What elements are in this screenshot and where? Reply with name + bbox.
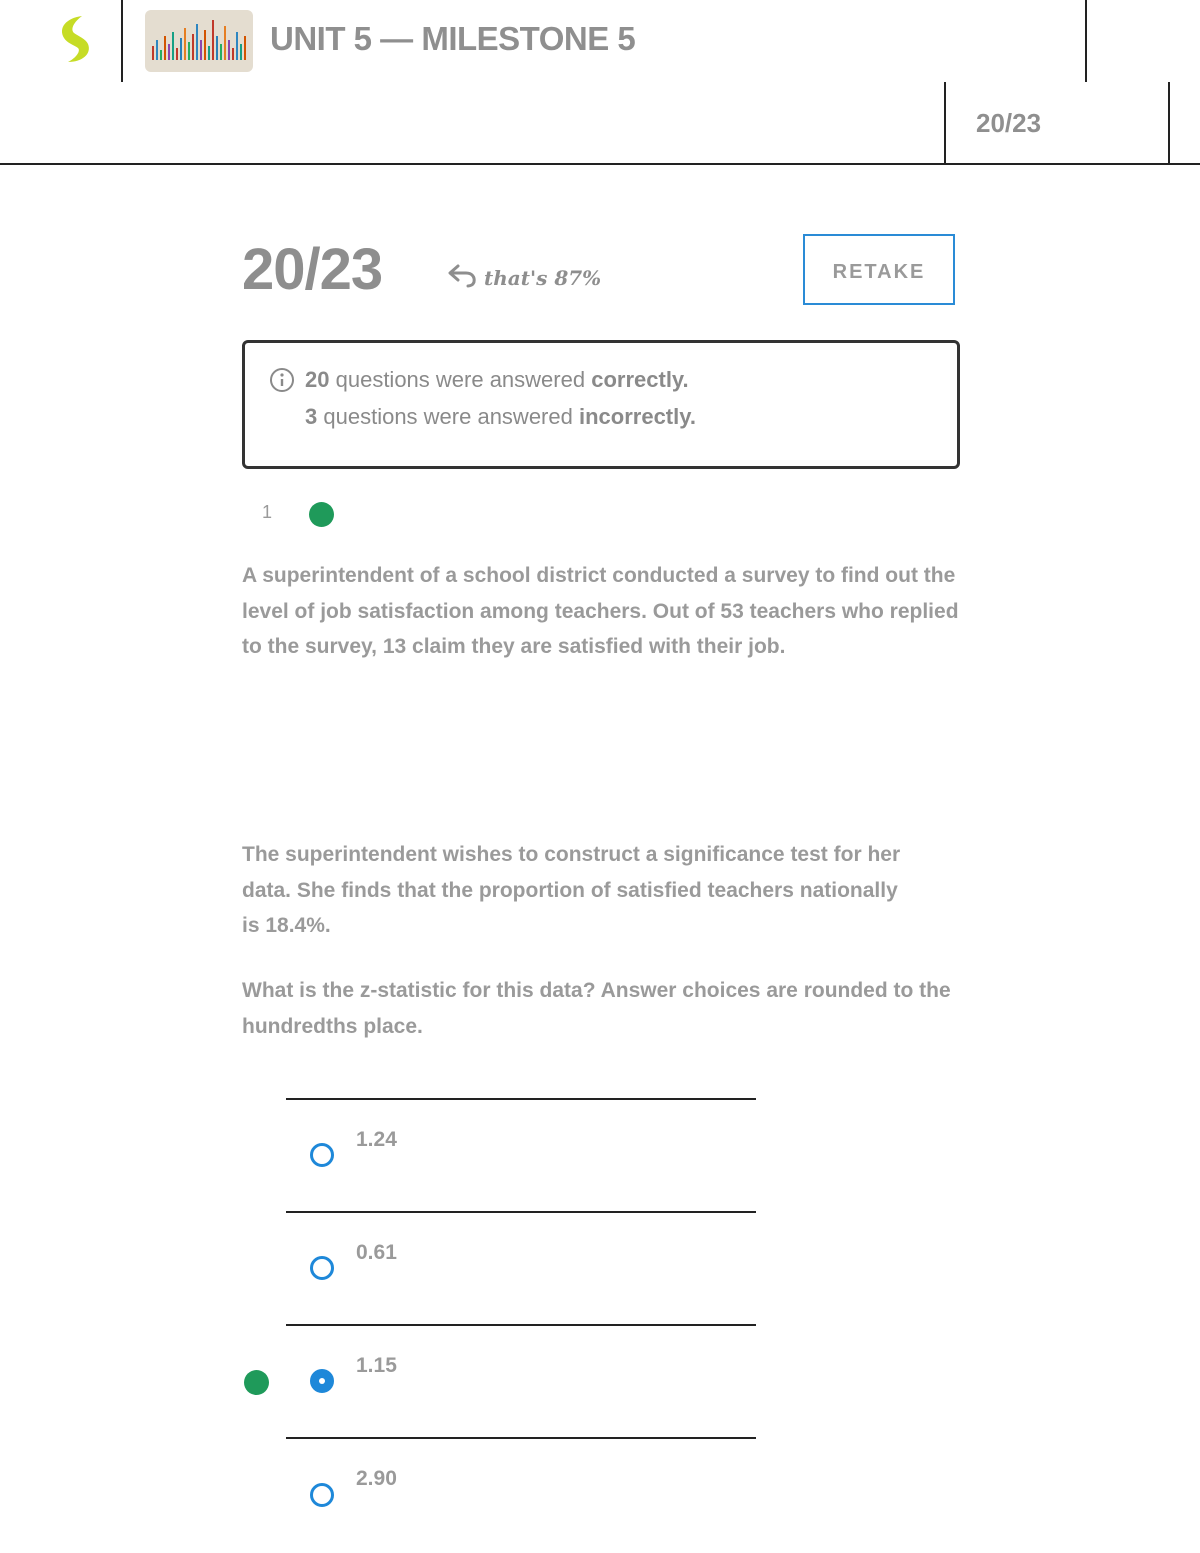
option-radio-2[interactable]: [310, 1256, 334, 1280]
option-radio-3[interactable]: [310, 1369, 334, 1393]
retake-button[interactable]: RETAKE: [803, 234, 955, 305]
option-divider: [286, 1098, 756, 1100]
score-box-right: [1168, 82, 1170, 164]
incorrect-text: questions were answered: [323, 404, 573, 429]
option-label-4[interactable]: 2.90: [356, 1467, 397, 1490]
question-number: 1: [262, 502, 273, 522]
option-label-1[interactable]: 1.24: [356, 1128, 397, 1151]
header-divider-right: [1085, 0, 1087, 82]
option-divider: [286, 1437, 756, 1439]
option-radio-1[interactable]: [310, 1143, 334, 1167]
unit-title: UNIT 5 — MILESTONE 5: [270, 20, 636, 57]
header-score: 20/23: [976, 108, 1042, 138]
question-context: The superintendent wishes to construct a significance test for her data. She finds that the proportion of satisfied teachers nationally is 18.4%.: [242, 843, 901, 937]
option-radio-4[interactable]: [310, 1483, 334, 1507]
question-prompt: What is the z-statistic for this data? Answer choices are rounded to the hundredths place.: [242, 979, 951, 1038]
result-score: 20/23: [242, 237, 383, 302]
percent-note: [446, 262, 601, 293]
info-icon: [269, 367, 295, 393]
option-divider: [286, 1211, 756, 1213]
summary-incorrect: [305, 404, 696, 430]
incorrect-count: 3: [305, 404, 318, 429]
unit-thumbnail: [145, 10, 253, 72]
results-summary: [242, 340, 960, 469]
correct-status-icon: [309, 502, 334, 527]
curved-arrow-icon: [446, 262, 478, 293]
header-divider: [121, 0, 123, 82]
percent-text: that's 87%: [484, 265, 602, 290]
incorrect-word: incorrectly.: [578, 404, 696, 429]
header-bottom-border: [0, 163, 1200, 165]
correct-text: questions were answered: [335, 367, 586, 392]
option-divider: [286, 1324, 756, 1326]
summary-correct: [305, 367, 689, 393]
correct-word: correctly.: [591, 367, 689, 392]
correct-answer-marker: [244, 1370, 269, 1395]
option-label-3[interactable]: 1.15: [356, 1354, 397, 1377]
sophia-logo[interactable]: [52, 14, 98, 68]
score-box-left: [944, 82, 946, 164]
question-intro: A superintendent of a school district conducted a survey to find out the level of job satisfaction among teachers. Out of 53 teachers who replied to the survey, 13 claim they are satisfied with their job.: [242, 564, 959, 658]
option-label-2[interactable]: 0.61: [356, 1241, 397, 1264]
correct-count: 20: [305, 367, 330, 392]
